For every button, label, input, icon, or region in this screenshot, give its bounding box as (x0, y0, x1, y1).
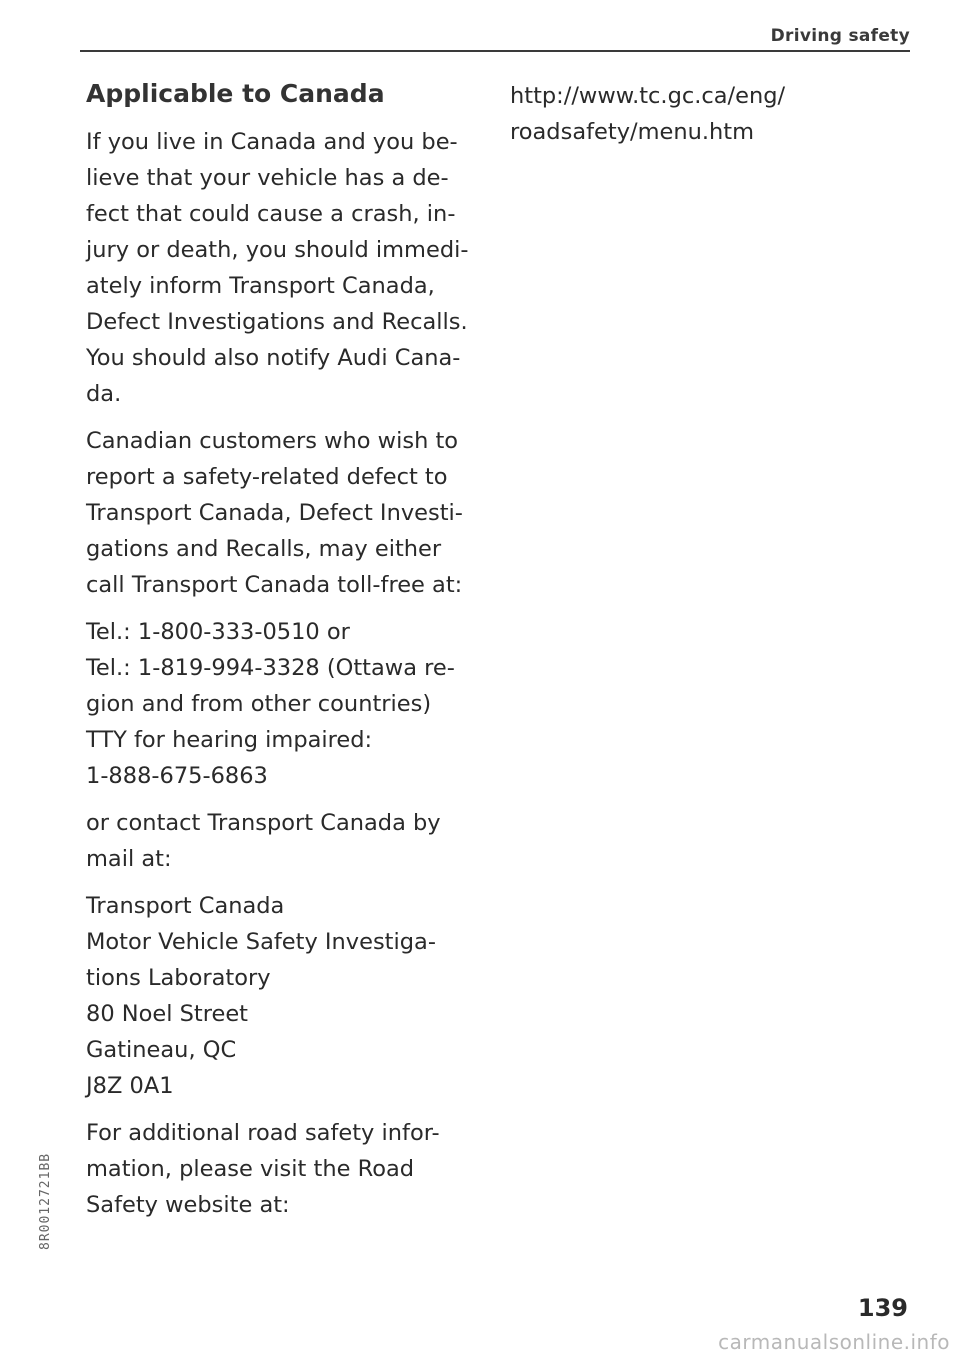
address-line: Motor Vehicle Safety Investiga- (86, 929, 436, 955)
url-line: http://www.tc.gc.ca/eng/ (510, 83, 786, 109)
paragraph-mail-contact (86, 805, 491, 877)
text-line: da. (86, 381, 122, 407)
text-line: ately inform Transport Canada, (86, 273, 435, 299)
text-line: Transport Canada, Defect Investi- (86, 500, 463, 526)
road-safety-url (510, 78, 910, 150)
text-line: report a safety-related defect to (86, 464, 448, 490)
text-line: mation, please visit the Road (86, 1156, 415, 1182)
text-line: jury or death, you should immedi- (86, 237, 469, 263)
text-line: 1-888-675-6863 (86, 763, 268, 789)
text-line: Defect Investigations and Recalls. (86, 309, 468, 335)
text-line: For additional road safety infor- (86, 1120, 440, 1146)
address-line: tions Laboratory (86, 965, 271, 991)
right-column (510, 78, 910, 161)
page-number: 139 (857, 1294, 908, 1322)
paragraph-road-safety (86, 1115, 491, 1223)
address-line: 80 Noel Street (86, 1001, 248, 1027)
text-line: or contact Transport Canada by (86, 810, 441, 836)
watermark: carmanualsonline.info (718, 1330, 950, 1354)
text-line: fect that could cause a crash, in- (86, 201, 456, 227)
paragraph-defect-notice (86, 124, 491, 412)
address-line: Transport Canada (86, 893, 285, 919)
text-line: If you live in Canada and you be- (86, 129, 458, 155)
header-rule (80, 50, 910, 52)
paragraph-phone-numbers (86, 614, 491, 794)
text-line: Tel.: 1-819-994-3328 (Ottawa re- (86, 655, 455, 681)
text-line: Canadian customers who wish to (86, 428, 459, 454)
text-line: lieve that your vehicle has a de- (86, 165, 449, 191)
document-code: 8R0012721BB (38, 1152, 53, 1250)
section-title: Applicable to Canada (86, 79, 385, 108)
text-line: Tel.: 1-800-333-0510 or (86, 619, 350, 645)
left-column (86, 76, 491, 1234)
paragraph-report-defect (86, 423, 491, 603)
text-line: gion and from other countries) (86, 691, 432, 717)
text-line: Safety website at: (86, 1192, 290, 1218)
text-line: gations and Recalls, may either (86, 536, 442, 562)
address-line: Gatineau, QC (86, 1037, 237, 1063)
running-head: Driving safety (770, 26, 910, 46)
text-line: You should also notify Audi Cana- (86, 345, 461, 371)
text-line: call Transport Canada toll-free at: (86, 572, 463, 598)
text-line: mail at: (86, 846, 172, 872)
mailing-address (86, 888, 491, 1104)
address-line: J8Z 0A1 (86, 1073, 174, 1099)
url-line: roadsafety/menu.htm (510, 119, 755, 145)
text-line: TTY for hearing impaired: (86, 727, 373, 753)
